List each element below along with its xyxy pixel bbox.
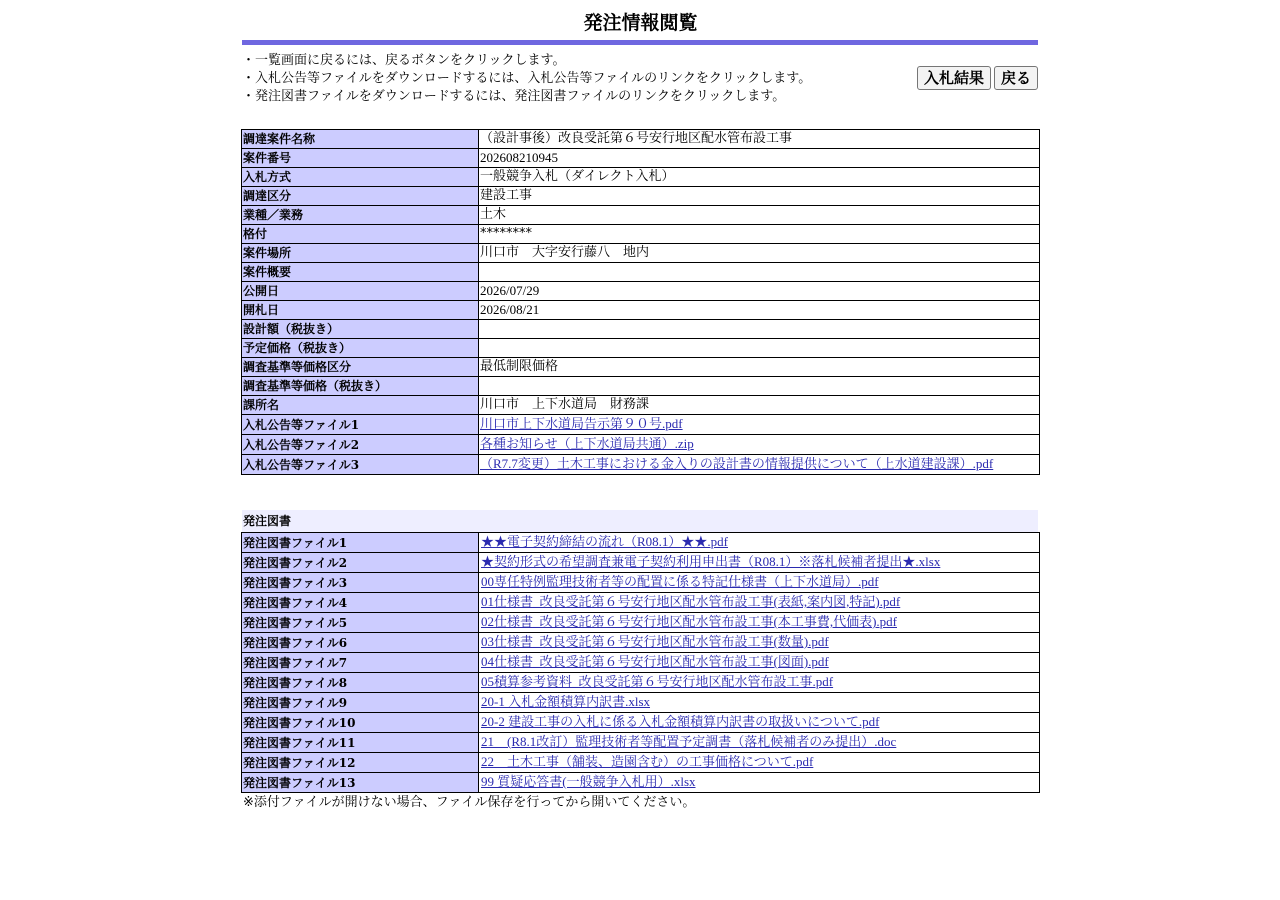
notice-file-row — [242, 415, 1040, 435]
drawing-file-label: 発注図書ファイル8 — [242, 673, 479, 693]
drawing-file-link[interactable]: ★契約形式の希望調査兼電子契約利用申出書（R08.1）※落札候補者提出★.xlsx — [481, 554, 941, 569]
detail-row — [242, 396, 1040, 415]
page-title: 発注情報閲覧 — [583, 12, 698, 34]
notice-file-label: 入札公告等ファイル1 — [242, 415, 479, 435]
detail-row — [242, 282, 1040, 301]
detail-label: 格付 — [242, 225, 479, 244]
detail-row — [242, 339, 1040, 358]
drawing-file-row — [242, 633, 1040, 653]
drawing-file-link[interactable]: 20-2 建設工事の入札に係る入札金額積算内訳書の取扱いについて.pdf — [481, 714, 880, 729]
detail-row — [242, 301, 1040, 320]
drawing-file-cell — [479, 773, 1040, 793]
notice-file-link[interactable]: （R7.7変更）土木工事における金入りの設計書の情報提供について（上水道建設課）.pdf — [480, 456, 994, 471]
drawing-files-table — [241, 532, 1040, 793]
drawing-file-row — [242, 753, 1040, 773]
drawing-file-label: 発注図書ファイル7 — [242, 653, 479, 673]
notice-file-row — [242, 435, 1040, 455]
drawing-file-label: 発注図書ファイル3 — [242, 573, 479, 593]
back-button[interactable]: 戻る — [994, 66, 1038, 90]
notice-file-cell — [479, 435, 1040, 455]
drawing-file-label: 発注図書ファイル2 — [242, 553, 479, 573]
drawing-file-cell — [479, 713, 1040, 733]
drawing-file-link[interactable]: 21 (R8.1改訂）監理技術者等配置予定調書（落札候補者のみ提出）.doc — [481, 734, 897, 749]
drawing-file-label: 発注図書ファイル11 — [242, 733, 479, 753]
detail-row — [242, 263, 1040, 282]
drawing-file-link[interactable]: 01仕様書_改良受託第６号安行地区配水管布設工事(表紙,案内図,特記).pdf — [481, 594, 901, 609]
instruction-drawing-download: ・発注図書ファイルをダウンロードするには、発注図書ファイルのリンクをクリックします。 — [242, 89, 786, 104]
notice-file-label: 入札公告等ファイル3 — [242, 455, 479, 475]
drawing-file-cell — [479, 653, 1040, 673]
detail-value — [479, 263, 1040, 282]
detail-value: 一般競争入札（ダイレクト入札） — [479, 168, 1040, 187]
detail-value: 建設工事 — [479, 187, 1040, 206]
detail-value — [479, 320, 1040, 339]
detail-row — [242, 130, 1040, 149]
detail-value: ******** — [479, 225, 1040, 244]
detail-label: 設計額（税抜き） — [242, 320, 479, 339]
drawing-file-link[interactable]: 03仕様書_改良受託第６号安行地区配水管布設工事(数量).pdf — [481, 634, 829, 649]
detail-label: 予定価格（税抜き） — [242, 339, 479, 358]
drawing-file-cell — [479, 573, 1040, 593]
drawing-file-row — [242, 673, 1040, 693]
drawing-file-cell — [479, 633, 1040, 653]
notice-file-row — [242, 455, 1040, 475]
detail-row — [242, 225, 1040, 244]
drawing-file-label: 発注図書ファイル10 — [242, 713, 479, 733]
detail-value: 川口市 上下水道局 財務課 — [479, 396, 1040, 415]
drawing-file-link[interactable]: 99 質疑応答書(一般競争入札用）.xlsx — [481, 774, 696, 789]
drawing-file-link[interactable]: 02仕様書_改良受託第６号安行地区配水管布設工事(本工事費,代価表).pdf — [481, 614, 897, 629]
drawing-file-row — [242, 653, 1040, 673]
action-buttons — [917, 66, 1038, 90]
drawing-file-label: 発注図書ファイル9 — [242, 693, 479, 713]
detail-label: 入札方式 — [242, 168, 479, 187]
drawing-file-label: 発注図書ファイル12 — [242, 753, 479, 773]
drawing-file-cell — [479, 613, 1040, 633]
detail-row — [242, 358, 1040, 377]
detail-row — [242, 149, 1040, 168]
notice-file-cell — [479, 455, 1040, 475]
instruction-back: ・一覧画面に戻るには、戻るボタンをクリックします。 — [242, 53, 566, 68]
drawing-file-row — [242, 733, 1040, 753]
detail-row — [242, 168, 1040, 187]
detail-row — [242, 377, 1040, 396]
drawing-file-row — [242, 593, 1040, 613]
drawing-file-link[interactable]: 20-1 入札金額積算内訳書.xlsx — [481, 694, 651, 709]
detail-label: 案件番号 — [242, 149, 479, 168]
drawing-file-cell — [479, 733, 1040, 753]
case-detail-table — [241, 129, 1040, 475]
detail-label: 案件場所 — [242, 244, 479, 263]
detail-value: 202608210945 — [479, 149, 1040, 168]
detail-label: 調達案件名称 — [242, 130, 479, 149]
drawing-file-cell — [479, 593, 1040, 613]
detail-label: 課所名 — [242, 396, 479, 415]
drawing-file-cell — [479, 553, 1040, 573]
drawing-file-row — [242, 773, 1040, 793]
drawing-file-row — [242, 553, 1040, 573]
drawings-section-header: 発注図書 — [242, 510, 1038, 532]
drawing-file-link[interactable]: 04仕様書_改良受託第６号安行地区配水管布設工事(図面).pdf — [481, 654, 829, 669]
drawing-file-link[interactable]: 22 土木工事（舗装、造園含む）の工事価格について.pdf — [481, 754, 814, 769]
notice-file-link[interactable]: 各種お知らせ（上下水道局共通）.zip — [480, 436, 694, 451]
drawing-file-link[interactable]: ★★電子契約締結の流れ（R08.1）★★.pdf — [481, 534, 729, 549]
detail-label: 案件概要 — [242, 263, 479, 282]
detail-label: 業種／業務 — [242, 206, 479, 225]
detail-label: 公開日 — [242, 282, 479, 301]
drawing-file-row — [242, 533, 1040, 553]
detail-value — [479, 377, 1040, 396]
detail-label: 調達区分 — [242, 187, 479, 206]
notice-file-link[interactable]: 川口市上下水道局告示第９０号.pdf — [480, 416, 683, 431]
detail-value: （設計事後）改良受託第６号安行地区配水管布設工事 — [479, 130, 1040, 149]
drawing-file-label: 発注図書ファイル4 — [242, 593, 479, 613]
drawing-file-row — [242, 573, 1040, 593]
detail-label: 調査基準等価格区分 — [242, 358, 479, 377]
instructions-area — [242, 45, 1039, 115]
drawing-file-row — [242, 693, 1040, 713]
drawing-file-row — [242, 613, 1040, 633]
detail-value: 川口市 大字安行藤八 地内 — [479, 244, 1040, 263]
notice-file-cell — [479, 415, 1040, 435]
drawing-file-link[interactable]: 05積算参考資料_改良受託第６号安行地区配水管布設工事.pdf — [481, 674, 834, 689]
drawing-file-cell — [479, 533, 1040, 553]
drawing-file-label: 発注図書ファイル6 — [242, 633, 479, 653]
drawing-file-label: 発注図書ファイル13 — [242, 773, 479, 793]
detail-row — [242, 244, 1040, 263]
instruction-notice-download: ・入札公告等ファイルをダウンロードするには、入札公告等ファイルのリンクをクリックします。 — [242, 71, 812, 86]
notice-file-label: 入札公告等ファイル2 — [242, 435, 479, 455]
page-container — [242, 0, 1039, 813]
detail-value: 2026/08/21 — [479, 301, 1040, 320]
detail-row — [242, 187, 1040, 206]
drawing-file-cell — [479, 673, 1040, 693]
drawing-file-link[interactable]: 00専任特例監理技術者等の配置に係る特記仕様書（上下水道局）.pdf — [481, 574, 879, 589]
detail-value: 土木 — [479, 206, 1040, 225]
drawing-file-label: 発注図書ファイル1 — [242, 533, 479, 553]
detail-label: 開札日 — [242, 301, 479, 320]
detail-value: 2026/07/29 — [479, 282, 1040, 301]
detail-row — [242, 320, 1040, 339]
drawing-file-cell — [479, 693, 1040, 713]
drawing-file-row — [242, 713, 1040, 733]
detail-row — [242, 206, 1040, 225]
detail-label: 調査基準等価格（税抜き） — [242, 377, 479, 396]
footer-note: ※添付ファイルが開けない場合、ファイル保存を行ってから開いてください。 — [243, 795, 696, 810]
bid-result-button[interactable]: 入札結果 — [917, 66, 991, 90]
detail-value: 最低制限価格 — [479, 358, 1040, 377]
drawing-file-cell — [479, 753, 1040, 773]
drawing-file-label: 発注図書ファイル5 — [242, 613, 479, 633]
detail-value — [479, 339, 1040, 358]
